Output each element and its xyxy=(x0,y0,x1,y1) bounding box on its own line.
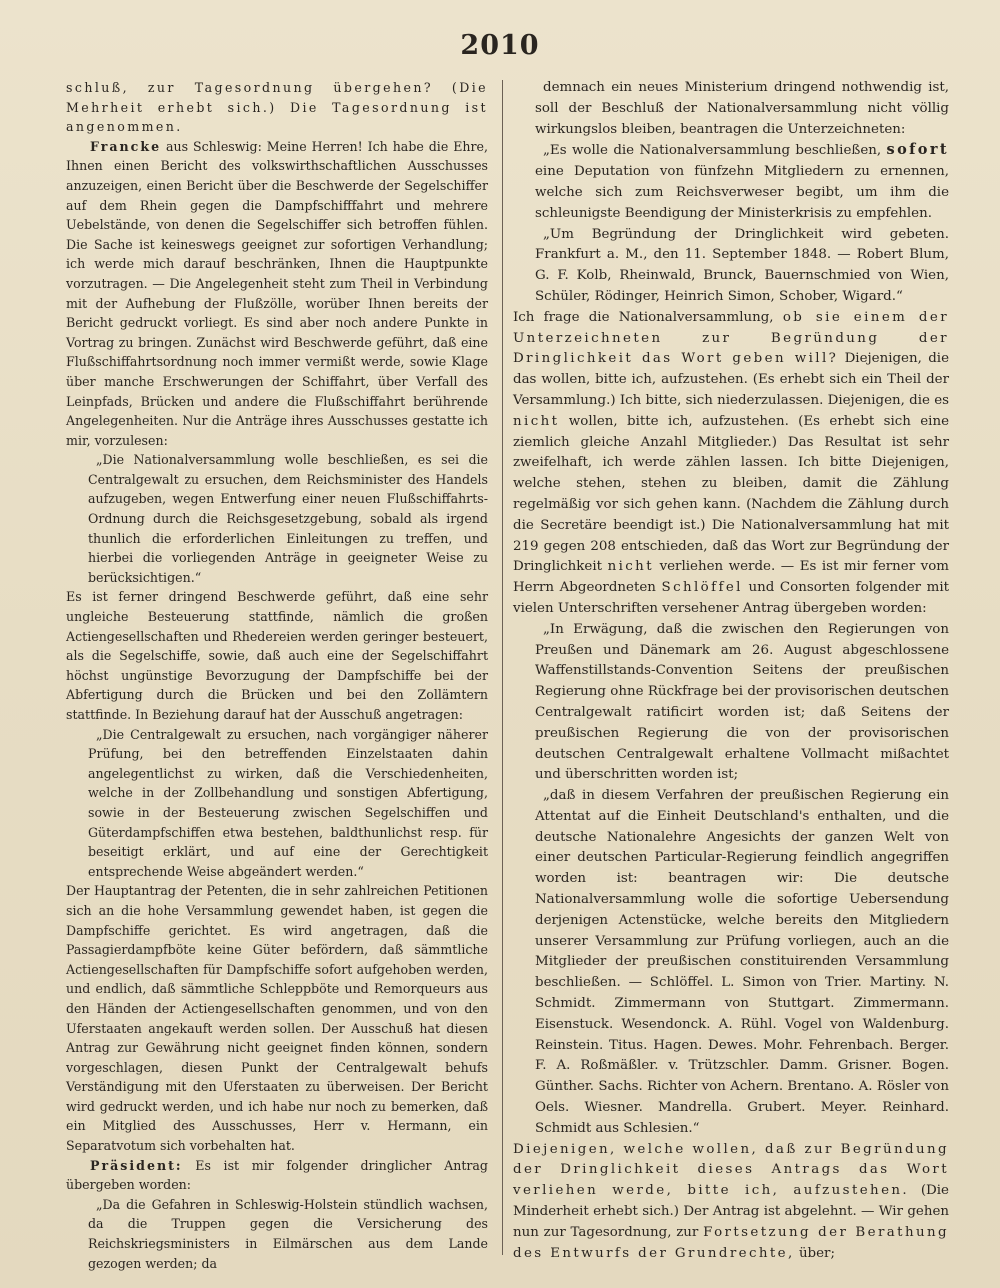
paragraph-text: und Consorten folgender mit vielen Unterschriften versehener Antrag übergeben worden: xyxy=(513,580,949,616)
quoted-motion xyxy=(513,140,949,224)
paragraph: Es ist ferner dringend Beschwerde geführt, daß eine sehr ungleiche Besteuerung stattfinde, nämlich die großen Actiengesellschaften und Rhedereien werden geringer besteuert, als die Segelschiffe, sowie, daß auch eine der Segelschiffahrt höchst ungünstige Bevorzugung der Dampfschiffe bei der Abfertigung durch die Brücken und bei den Zollämtern stattfinde. In Beziehung darauf hat der Ausschuß angetragen: xyxy=(66,589,488,722)
paragraph-text: verliehen werde. — Es ist mir ferner vom Herrn Abgeordneten xyxy=(513,559,950,596)
quoted-motion: „Da die Gefahren in Schleswig-Holstein stündlich wachsen, da die Truppen gegen die Versicherung des Reichskriegsministers in Eilmärschen aus dem Lande gezogen werden; da xyxy=(88,1196,488,1271)
spaced-text: Fortsetzung der Berathung des Entwurfs der Grundrechte, xyxy=(513,1224,950,1261)
quoted-motion: „daß in diesem Verfahren der preußischen Regierung ein Attentat auf die Einheit Deutschland's enthalten, und die deutsche Nationalehre Angesichts der ganzen Welt von einer deutschen Particular-Regierung feindlich angegriffen worden ist: beantragen wir: Die deutsche Nationalversammlung wolle die sofortige Uebersendung derjenigen Actenstücke, welche bereits den Mitgliedern unserer Versammlung zur Prüfung vorliegen, auch an die Mitglieder der preußischen constituirenden Versammlung beschließen. — Schlöffel. L. Simon von Trier. Martiny. N. Schmidt. Zimmermann von Stuttgart. Zimmermann. Eisenstuck. Wesendonck. A. Rühl. Vogel von Waldenburg. Reinstein. Titus. Hagen. Dewes. Mohr. Fehrenbach. Berger. F. A. Roßmäßler. v. Trützschler. Damm. Grisner. Bogen. Günther. Sachs. Richter von Achern. Brentano. A. Rösler von Oels. Wiesner. Mandrella. Grubert. Meyer. Reinhard. Schmidt aus Schlesien.“ xyxy=(535,788,949,1136)
speaker-name: Francke xyxy=(90,138,162,154)
speaker-name: Präsident: xyxy=(90,1157,183,1173)
page-number: 2010 xyxy=(460,30,540,61)
column-divider xyxy=(502,80,503,1255)
spaced-text: nicht xyxy=(607,559,654,575)
paragraph xyxy=(66,137,488,451)
paragraph-text: Diejenigen, die das wollen, bitte ich, aufzustehen. (Es erhebt sich ein Theil der Versammlung.) Ich bitte, sich niederzulassen. Diejenigen, die es xyxy=(513,351,949,408)
spaced-text: Diejenigen, welche wollen, daß zur Begründung der Dringlichkeit dieses Antrags das Wort verliehen werde, bitte ich, aufzustehen. xyxy=(513,1141,949,1199)
quoted-motion: „Um Begründung der Dringlichkeit wird gebeten. Frankfurt a. M., den 11. September 1848. — Robert Blum, G. F. Kolb, Rheinwald, Brunck, Bauernschmied von Wien, Schüler, Rödinger, Heinrich Simon, Schober, Wigard.“ xyxy=(535,226,949,304)
paragraph xyxy=(66,78,488,137)
quote-text: „Es wolle die Nationalversammlung beschließen, xyxy=(543,143,882,159)
paragraph xyxy=(513,1140,949,1265)
paragraph-text: (Die Minderheit erhebt sich.) Der Antrag ist abgelehnt. — Wir gehen nun zur Tagesordnung, zur xyxy=(513,1183,949,1240)
spaced-name: Schlöffel xyxy=(661,580,743,596)
left-column xyxy=(66,78,488,1273)
spaced-text: ob sie einem der Unterzeichneten zur Begründung der Dringlichkeit das Wort geben will? xyxy=(513,309,949,367)
spaced-text: nicht xyxy=(513,413,560,429)
paragraph xyxy=(513,308,949,620)
paragraph-text: Es ist mir folgender dringlicher Antrag übergeben worden: xyxy=(66,1157,488,1193)
quoted-motion: „In Erwägung, daß die zwischen den Regierungen von Preußen und Dänemark am 26. August abgeschlossene Waffenstillstands-Convention Seitens der preußischen Regierung ohne Rückfrage bei der provisorischen deutschen Centralgewalt ratificirt worden ist; daß Seitens der preußischen Regierung die von der provisorischen deutschen Centralgewalt erhaltene Vollmacht mißachtet und überschritten worden ist; xyxy=(535,621,949,783)
paragraph-text: Ich frage die Nationalversammlung, xyxy=(513,309,774,325)
paragraph: Der Hauptantrag der Petenten, die in sehr zahlreichen Petitionen sich an die hohe Versammlung gewendet haben, ist gegen die Dampfschiffe gerichtet. Es wird angetragen, daß die Passagierdampfböte keine Güter befördern, daß sämmtliche Actiengesellschaften für Dampfschiffe sofort aufgehoben werden, und endlich, daß sämmtliche Schleppböte und Remorqueurs aus den Händen der Actiengesellschaften genommen, und von den Uferstaaten angekauft werden sollen. Der Ausschuß hat diesen Antrag zur Gewährung nicht geeignet finden können, sondern vorgeschlagen, diesen Punkt der Centralgewalt behufs Verständigung mit den Uferstaaten zu überweisen. Der Bericht wird gedruckt werden, und ich habe nur noch zu bemerken, daß ein Mitglied des Ausschusses, Herr v. Hermann, ein Separatvotum sich vorbehalten hat. xyxy=(66,883,488,1154)
paragraph-text: über; xyxy=(798,1245,835,1261)
paragraph-text: aus Schleswig: Meine Herren! Ich habe die Ehre, Ihnen einen Bericht des volkswirthschaftlichen Ausschusses anzuzeigen, einen Bericht über die Beschwerde der Segelschiffer auf dem Rhein gegen die Dampfschifffahrt und mehrere Uebelstände, von denen die Segelschiffer sich betroffen fühlen. Die Sache ist keineswegs geeignet zur sofortigen Verhandlung; ich werde mich darauf beschränken, Ihnen die Hauptpunkte vorzutragen. — Die Angelegenheit steht zum Theil in Verbindung mit der Aufhebung der Flußzölle, worüber Ihnen bereits der Bericht gedruckt vorliegt. Es sind aber noch andere Punkte in Vortrag zu bringen. Zunächst wird Beschwerde geführt, daß eine Flußschiffahrtsordnung noch immer vermißt werde, sowie Klage über manche Erschwerungen der Schiffahrt, über Verfall des Leinpfads, Brücken und andere die Flußschiffahrt berührende Angelegenheiten. Nur die Anträge ihres Ausschusses gestatte ich mir, vorzulesen: xyxy=(66,138,488,448)
emphasis-text: sofort xyxy=(886,141,949,159)
paragraph-text: wollen, bitte ich, aufzustehen. (Es erhebt sich eine ziemlich gleiche Anzahl Mitglieder.) Das Resultat ist sehr zweifelhaft, ich werde zählen lassen. Ich bitte Diejenigen, welche stehen, stehen zu bleiben, damit die Zählung regelmäßig vor sich gehen kann. (Nachdem die Zählung durch die Secretäre beendigt ist.) Die Nationalversammlung hat mit 219 gegen 208 entschieden, daß das Wort zur Begründung der Dringlichkeit xyxy=(513,413,949,575)
right-column xyxy=(513,78,949,1264)
quote-text: eine Deputation von fünfzehn Mitgliedern zu ernennen, welche sich zum Reichsverweser begibt, um ihm die schleunigste Beendigung der Ministerkrisis zu empfehlen. xyxy=(535,164,949,221)
paragraph xyxy=(66,1156,488,1195)
quoted-motion: „Die Nationalversammlung wolle beschließen, es sei die Centralgewalt zu ersuchen, dem Reichsminister des Handels aufzugeben, wegen Entwerfung einer neuen Flußschiffahrts-Ordnung durch die Reichsgesetzgebung, sobald als irgend thunlich die erforderlichen Einleitungen zu treffen, und hierbei die vorliegenden Anträge in geeigneter Weise zu berücksichtigen.“ xyxy=(88,452,488,585)
paragraph-text: schluß, zur Tagesordnung übergehen? (Die Mehrheit erhebt sich.) Die Tagesordnung ist angenommen. xyxy=(66,80,488,135)
quoted-motion-continued: demnach ein neues Ministerium dringend nothwendig ist, soll der Beschluß der Nationalversammlung nicht völlig wirkungslos bleiben, beantragen die Unterzeichneten: xyxy=(535,80,949,137)
quoted-motion: „Die Centralgewalt zu ersuchen, nach vorgängiger näherer Prüfung, bei den betreffenden Einzelstaaten dahin angelegentlichst zu wirken, daß die Verschiedenheiten, welche in der Zollbehandlung und sonstigen Abfertigung, sowie in der Besteuerung zwischen Segelschiffen und Güterdampfschiffen etwa bestehen, baldthunlichst resp. für beseitigt erklärt, und auf eine der Gerechtigkeit entsprechende Weise abgeändert werden.“ xyxy=(88,726,488,879)
